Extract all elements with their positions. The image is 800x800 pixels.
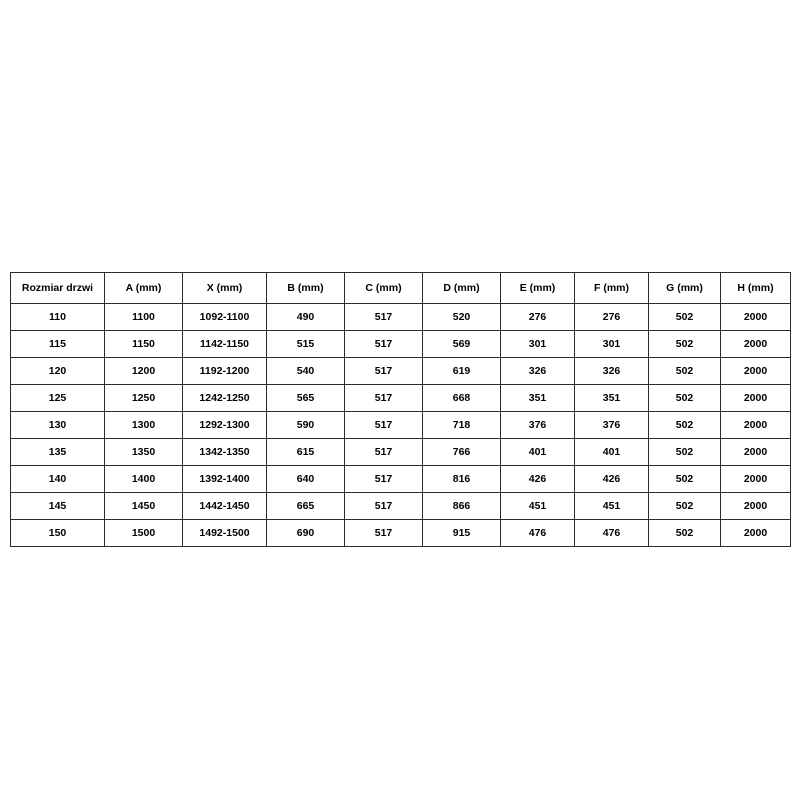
column-header-c: C (mm) — [345, 273, 423, 304]
cell-e: 376 — [501, 412, 575, 439]
cell-d: 816 — [423, 466, 501, 493]
cell-h: 2000 — [721, 385, 791, 412]
cell-a: 1100 — [105, 304, 183, 331]
cell-h: 2000 — [721, 331, 791, 358]
cell-d: 569 — [423, 331, 501, 358]
table-header-row — [11, 273, 791, 304]
cell-c: 517 — [345, 304, 423, 331]
cell-f: 326 — [575, 358, 649, 385]
cell-f: 476 — [575, 520, 649, 547]
cell-g: 502 — [649, 439, 721, 466]
cell-b: 540 — [267, 358, 345, 385]
cell-a: 1500 — [105, 520, 183, 547]
cell-e: 351 — [501, 385, 575, 412]
cell-e: 401 — [501, 439, 575, 466]
cell-g: 502 — [649, 466, 721, 493]
cell-f: 426 — [575, 466, 649, 493]
cell-door-size: 140 — [11, 466, 105, 493]
cell-e: 476 — [501, 520, 575, 547]
cell-x: 1342-1350 — [183, 439, 267, 466]
cell-c: 517 — [345, 412, 423, 439]
cell-x: 1242-1250 — [183, 385, 267, 412]
table-row — [11, 493, 791, 520]
cell-h: 2000 — [721, 439, 791, 466]
cell-g: 502 — [649, 304, 721, 331]
table-row — [11, 331, 791, 358]
cell-g: 502 — [649, 493, 721, 520]
cell-a: 1450 — [105, 493, 183, 520]
cell-b: 515 — [267, 331, 345, 358]
cell-a: 1250 — [105, 385, 183, 412]
cell-door-size: 130 — [11, 412, 105, 439]
column-header-b: B (mm) — [267, 273, 345, 304]
cell-c: 517 — [345, 358, 423, 385]
cell-h: 2000 — [721, 493, 791, 520]
cell-f: 451 — [575, 493, 649, 520]
column-header-door-size: Rozmiar drzwi — [11, 273, 105, 304]
cell-c: 517 — [345, 439, 423, 466]
cell-b: 615 — [267, 439, 345, 466]
column-header-d: D (mm) — [423, 273, 501, 304]
cell-f: 401 — [575, 439, 649, 466]
cell-door-size: 145 — [11, 493, 105, 520]
cell-d: 866 — [423, 493, 501, 520]
table-row — [11, 520, 791, 547]
cell-g: 502 — [649, 331, 721, 358]
cell-h: 2000 — [721, 304, 791, 331]
cell-h: 2000 — [721, 466, 791, 493]
cell-x: 1292-1300 — [183, 412, 267, 439]
table-row — [11, 358, 791, 385]
cell-e: 426 — [501, 466, 575, 493]
table-row — [11, 385, 791, 412]
table-row — [11, 439, 791, 466]
cell-g: 502 — [649, 385, 721, 412]
cell-e: 276 — [501, 304, 575, 331]
cell-g: 502 — [649, 412, 721, 439]
cell-door-size: 120 — [11, 358, 105, 385]
cell-c: 517 — [345, 520, 423, 547]
cell-e: 301 — [501, 331, 575, 358]
column-header-h: H (mm) — [721, 273, 791, 304]
cell-g: 502 — [649, 358, 721, 385]
cell-x: 1192-1200 — [183, 358, 267, 385]
cell-b: 490 — [267, 304, 345, 331]
cell-x: 1492-1500 — [183, 520, 267, 547]
cell-f: 301 — [575, 331, 649, 358]
cell-d: 668 — [423, 385, 501, 412]
column-header-f: F (mm) — [575, 273, 649, 304]
cell-f: 376 — [575, 412, 649, 439]
cell-a: 1350 — [105, 439, 183, 466]
cell-d: 718 — [423, 412, 501, 439]
cell-a: 1400 — [105, 466, 183, 493]
column-header-g: G (mm) — [649, 273, 721, 304]
cell-b: 690 — [267, 520, 345, 547]
cell-d: 520 — [423, 304, 501, 331]
cell-b: 565 — [267, 385, 345, 412]
cell-h: 2000 — [721, 412, 791, 439]
cell-x: 1392-1400 — [183, 466, 267, 493]
cell-d: 915 — [423, 520, 501, 547]
cell-a: 1300 — [105, 412, 183, 439]
cell-door-size: 115 — [11, 331, 105, 358]
cell-a: 1150 — [105, 331, 183, 358]
table-row — [11, 412, 791, 439]
cell-c: 517 — [345, 385, 423, 412]
cell-door-size: 110 — [11, 304, 105, 331]
table-row — [11, 304, 791, 331]
cell-x: 1092-1100 — [183, 304, 267, 331]
cell-a: 1200 — [105, 358, 183, 385]
cell-x: 1442-1450 — [183, 493, 267, 520]
cell-d: 619 — [423, 358, 501, 385]
cell-e: 451 — [501, 493, 575, 520]
cell-b: 590 — [267, 412, 345, 439]
cell-f: 276 — [575, 304, 649, 331]
column-header-e: E (mm) — [501, 273, 575, 304]
cell-d: 766 — [423, 439, 501, 466]
column-header-a: A (mm) — [105, 273, 183, 304]
cell-e: 326 — [501, 358, 575, 385]
table-row — [11, 466, 791, 493]
cell-door-size: 135 — [11, 439, 105, 466]
cell-b: 640 — [267, 466, 345, 493]
cell-h: 2000 — [721, 358, 791, 385]
column-header-x: X (mm) — [183, 273, 267, 304]
cell-f: 351 — [575, 385, 649, 412]
cell-h: 2000 — [721, 520, 791, 547]
cell-c: 517 — [345, 466, 423, 493]
cell-g: 502 — [649, 520, 721, 547]
cell-door-size: 150 — [11, 520, 105, 547]
cell-door-size: 125 — [11, 385, 105, 412]
specification-table-container — [10, 272, 790, 547]
specification-table — [10, 272, 791, 547]
cell-b: 665 — [267, 493, 345, 520]
cell-c: 517 — [345, 331, 423, 358]
cell-x: 1142-1150 — [183, 331, 267, 358]
cell-c: 517 — [345, 493, 423, 520]
